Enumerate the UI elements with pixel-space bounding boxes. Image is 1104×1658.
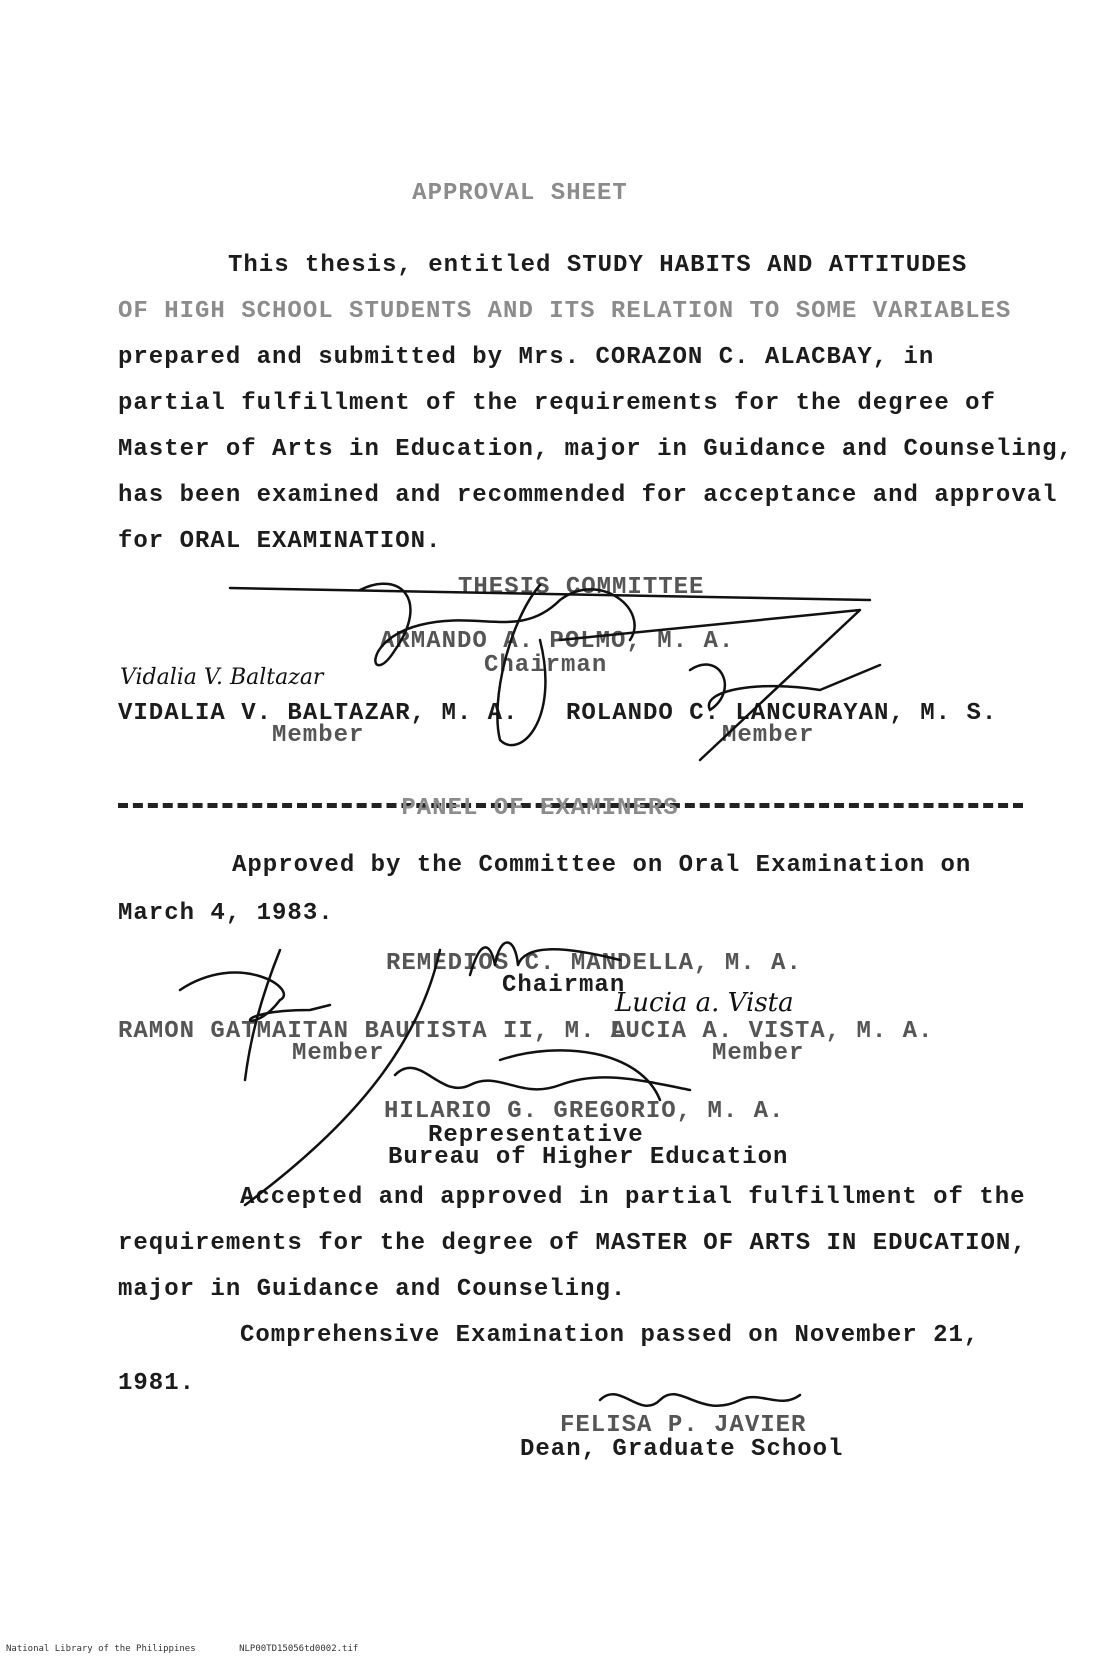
footer-file: NLP00TD15056td0002.tif xyxy=(239,1644,359,1654)
committee-chairman-name: ARMANDO A. POLMO, M. A. xyxy=(380,628,735,655)
panel-member-right-role: Member xyxy=(712,1040,805,1067)
intro-line: OF HIGH SCHOOL STUDENTS AND ITS RELATION TO SOME VARIABLES xyxy=(118,298,1012,325)
panel-chairman-name: REMEDIOS C. MANDELLA, M. A. xyxy=(386,950,802,977)
committee-signature-stroke xyxy=(560,610,860,760)
bautista-signature-stroke xyxy=(180,973,330,1021)
representative-name: HILARIO G. GREGORIO, M. A. xyxy=(384,1098,785,1125)
panel-member-right-name: LUCIA A. VISTA, M. A. xyxy=(610,1018,934,1045)
footer-library: National Library of the Philippines xyxy=(6,1644,196,1654)
gregorio-signature-stroke xyxy=(500,1050,660,1100)
committee-member-right-role: Member xyxy=(722,722,815,749)
committee-signature-stroke xyxy=(497,585,545,745)
vidalia-signature: Vidalia V. Baltazar xyxy=(120,665,324,690)
committee-member-left-role: Member xyxy=(272,722,365,749)
dean-title: Dean, Graduate School xyxy=(520,1436,844,1463)
comprehensive-line: 1981. xyxy=(118,1370,196,1397)
representative-role: Representative xyxy=(428,1122,644,1149)
panel-member-left-name: RAMON GATMAITAN BAUTISTA II, M. A. xyxy=(118,1018,642,1045)
dean-signature-stroke xyxy=(600,1394,800,1406)
acceptance-line: requirements for the degree of MASTER OF ARTS IN EDUCATION, xyxy=(118,1230,1027,1257)
intro-line: has been examined and recommended for acceptance and approval xyxy=(118,482,1058,509)
page-heading: APPROVAL SHEET xyxy=(412,180,628,207)
panel-title: PANEL OF EXAMINERS xyxy=(401,795,679,822)
panel-member-left-role: Member xyxy=(292,1040,385,1067)
intro-line: Master of Arts in Education, major in Guidance and Counseling, xyxy=(118,436,1073,463)
comprehensive-line: Comprehensive Examination passed on November 21, xyxy=(240,1322,980,1349)
acceptance-line: Accepted and approved in partial fulfillment of the xyxy=(240,1184,1026,1211)
panel-chairman-role: Chairman xyxy=(502,972,626,999)
committee-signature-stroke xyxy=(230,588,870,600)
panel-approved-line: Approved by the Committee on Oral Examination on xyxy=(232,852,972,879)
intro-line: This thesis, entitled STUDY HABITS AND ATTITUDES xyxy=(228,252,968,279)
rolando-signature-stroke xyxy=(690,665,880,710)
acceptance-line: major in Guidance and Counseling. xyxy=(118,1276,627,1303)
scan-footer xyxy=(6,1644,396,1654)
committee-member-right-name: ROLANDO C. LANCURAYAN, M. S. xyxy=(566,700,998,727)
intro-line: prepared and submitted by Mrs. CORAZON C. ALACBAY, in xyxy=(118,344,935,371)
gregorio-signature-stroke xyxy=(245,950,440,1205)
lucia-vista-signature: Lucia a. Vista xyxy=(615,988,794,1018)
thesis-committee-title: THESIS COMMITTEE xyxy=(458,574,705,601)
committee-chairman-role: Chairman xyxy=(484,652,608,679)
panel-chairman-signature-stroke xyxy=(470,943,620,976)
intro-line: for ORAL EXAMINATION. xyxy=(118,528,442,555)
dean-name: FELISA P. JAVIER xyxy=(560,1412,807,1439)
representative-bureau: Bureau of Higher Education xyxy=(388,1144,789,1171)
panel-approved-line: March 4, 1983. xyxy=(118,900,334,927)
intro-line: partial fulfillment of the requirements for the degree of xyxy=(118,390,996,417)
committee-member-left-name: VIDALIA V. BALTAZAR, M. A. xyxy=(118,700,519,727)
